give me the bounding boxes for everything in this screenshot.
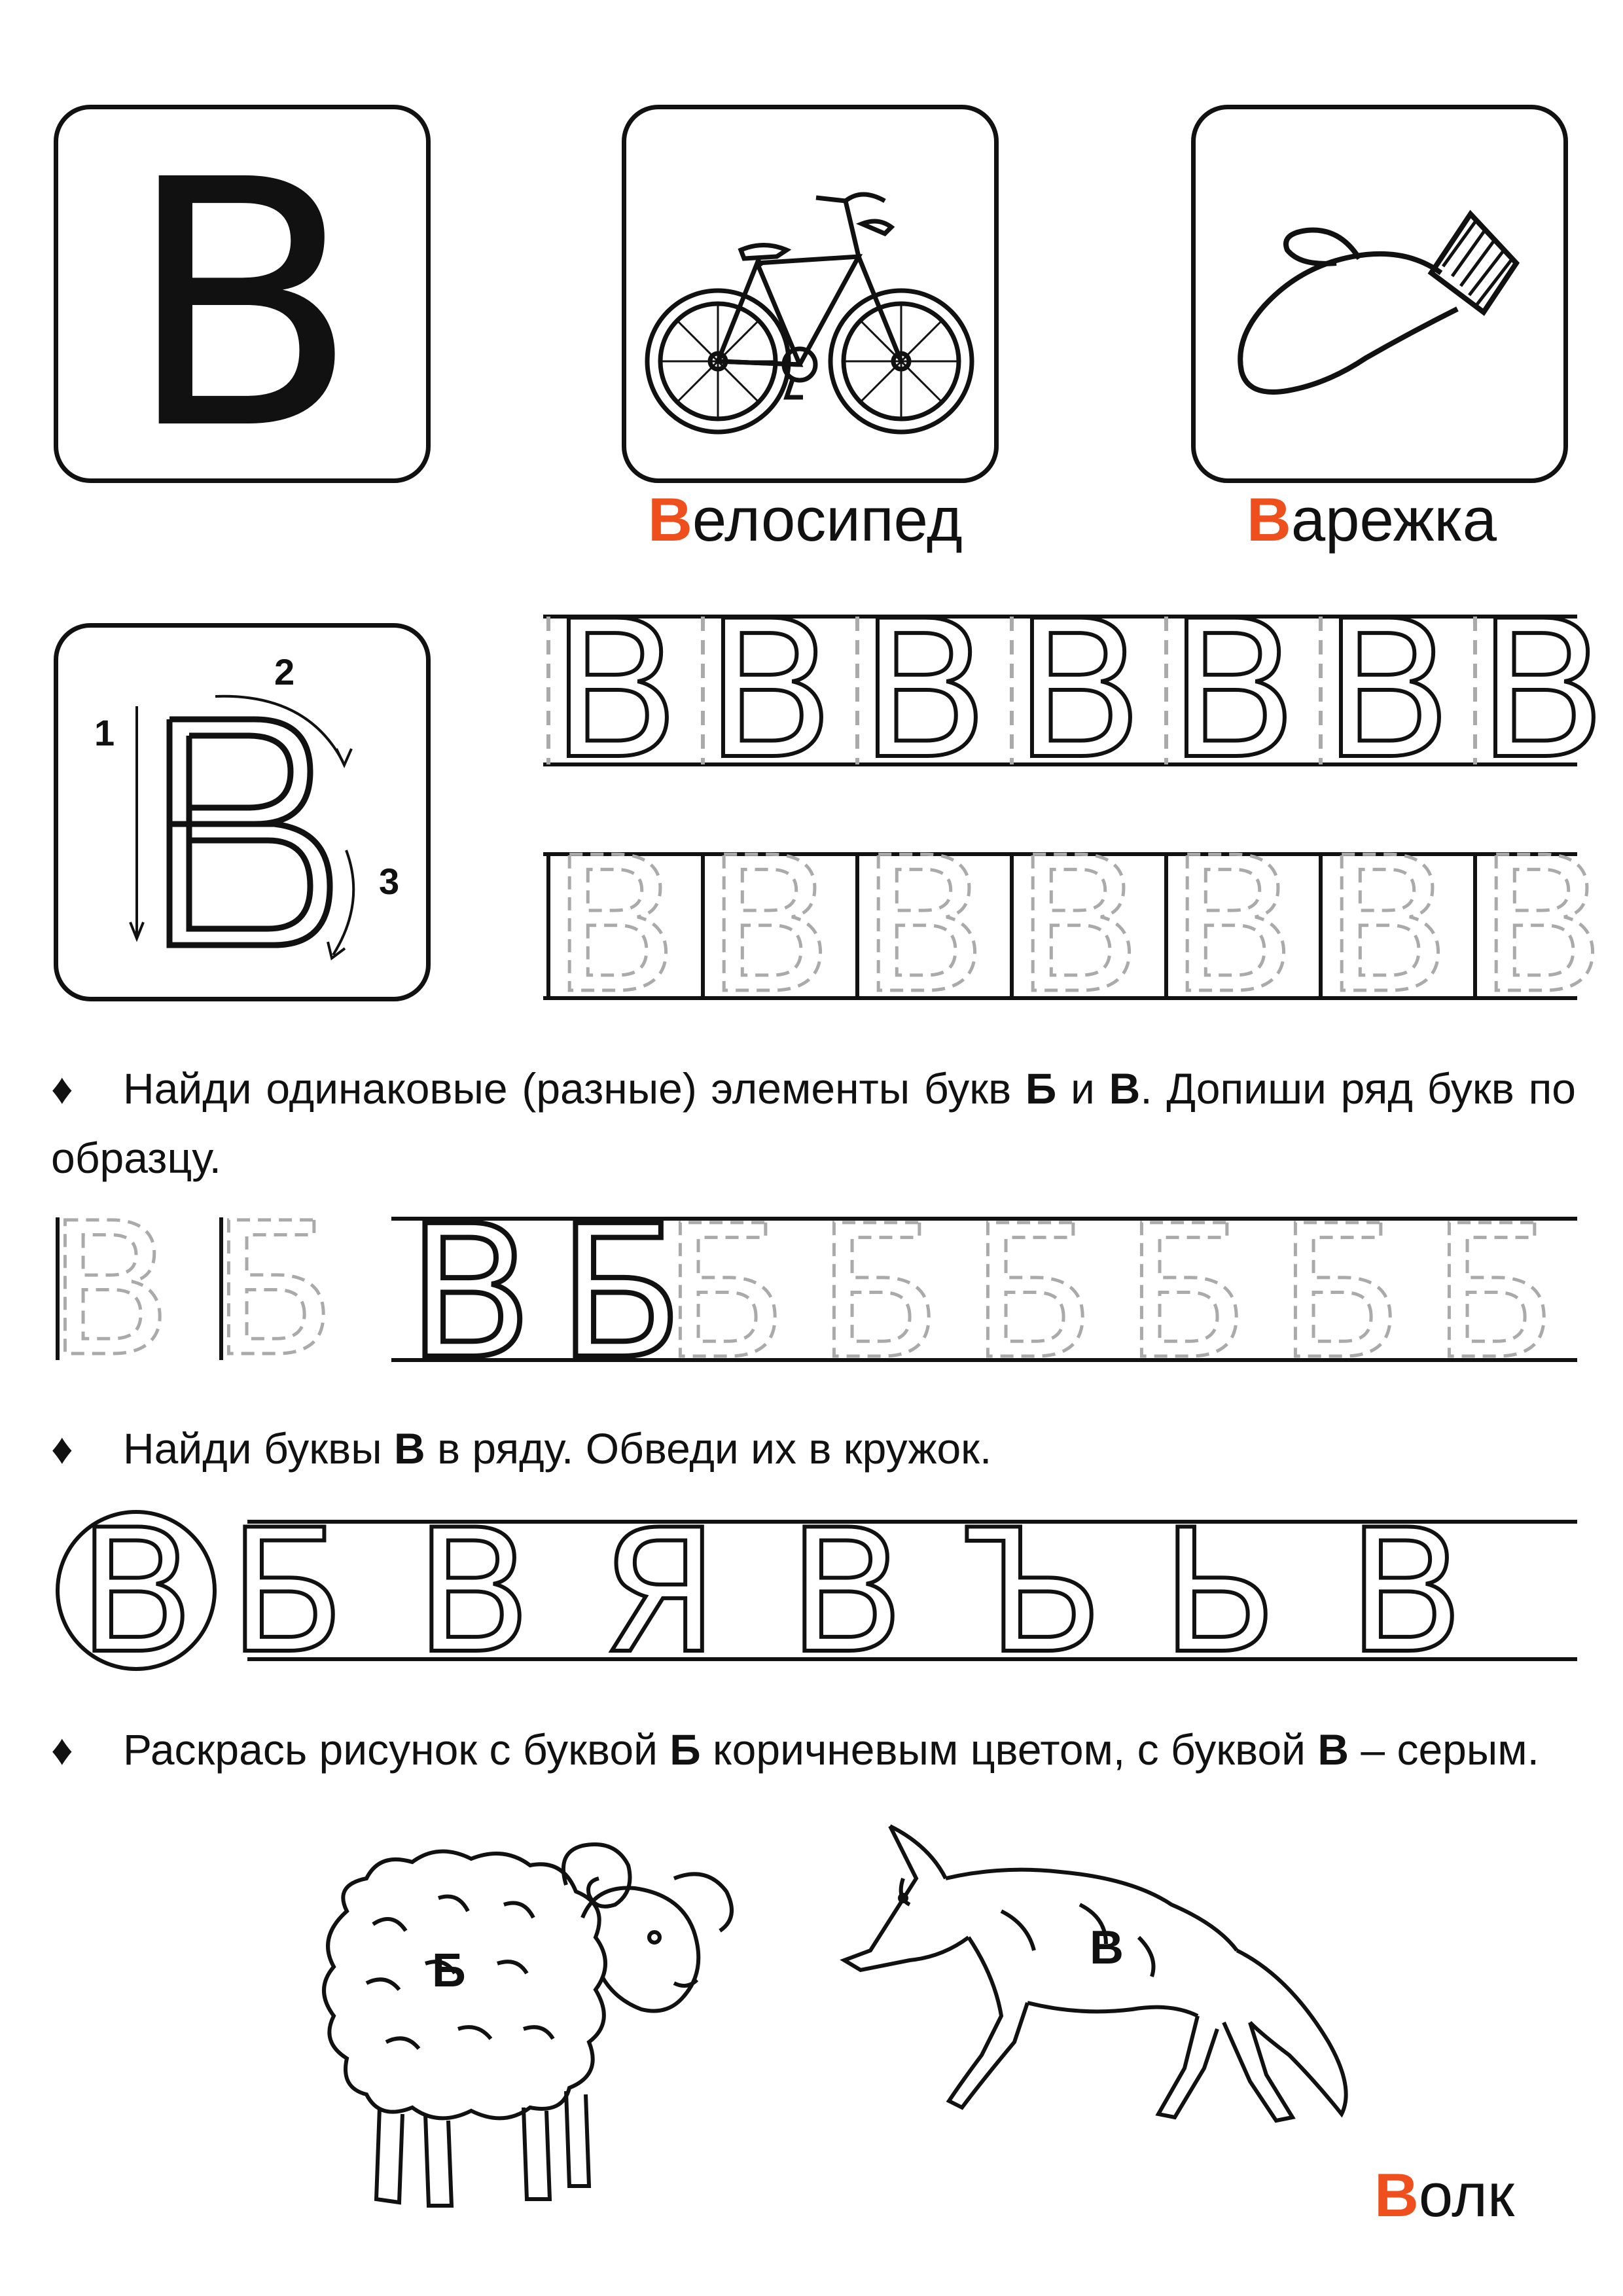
pattern-trace-letter: Б [1431, 1187, 1558, 1400]
find-letter: В [787, 1494, 905, 1691]
trace-letter-dashed: В [1169, 817, 1297, 1035]
find-letter: В [414, 1494, 532, 1691]
find-letter: В [77, 1494, 195, 1691]
mitten-icon [1196, 109, 1573, 488]
ram-icon [308, 1833, 779, 2238]
wolf-icon [831, 1806, 1420, 2160]
pattern-trace-letter: Б [1123, 1187, 1250, 1400]
trace-letter-solid: В [859, 581, 990, 801]
pattern-trace-letter: Б [662, 1187, 789, 1400]
trace-letter-solid: В [1013, 581, 1144, 801]
pattern-sample-letter: Б [557, 1187, 684, 1400]
stroke-order-letter [58, 628, 435, 1006]
bicycle-icon [626, 109, 1003, 488]
trace-letter-solid: В [1476, 581, 1607, 801]
pattern-trace-letter: Б [1277, 1187, 1404, 1400]
find-letter: Я [600, 1494, 719, 1691]
find-row [51, 1494, 1577, 1691]
letter-card [54, 105, 431, 504]
pattern-trace-letter: Б [815, 1187, 942, 1400]
stroke-step-1: 1 [94, 712, 115, 753]
trace-row-2 [543, 817, 1606, 1035]
wolf-letter: В [1090, 1922, 1124, 1974]
bicycle-card [622, 105, 999, 483]
mitten-card [1191, 105, 1568, 483]
trace-letter-solid: В [1322, 581, 1453, 801]
stroke-order-card [54, 623, 431, 1001]
pattern-trace-letter: Б [969, 1187, 1096, 1400]
trace-letter-solid: В [550, 581, 681, 801]
stroke-step-3: 3 [379, 861, 400, 902]
caption-bicycle: Велосипед [648, 485, 963, 554]
trace-letter-dashed: В [1323, 817, 1452, 1035]
pattern-dashed-letter: Б [210, 1184, 337, 1397]
find-letter: Б [228, 1494, 346, 1691]
trace-letter-solid: В [1168, 581, 1298, 801]
trace-letter-dashed: В [1478, 817, 1606, 1035]
task-1-instruction: ♦ Найди одинаковые (разные) элементы букв Б и В. Допиши ряд букв по образцу. [51, 1064, 1577, 1182]
big-letter: В [125, 107, 359, 504]
trace-row-1 [543, 581, 1607, 801]
find-letter: Ь [1160, 1494, 1278, 1691]
stroke-step-2: 2 [274, 651, 295, 692]
pattern-dashed-letter: В [46, 1184, 173, 1397]
ram-letter: Б [432, 1945, 466, 1997]
find-letter: В [1347, 1494, 1465, 1691]
caption-wolf: Волк [1374, 2161, 1515, 2229]
pattern-row [46, 1184, 1577, 1400]
trace-letter-solid: В [704, 581, 835, 801]
find-letter: Ъ [961, 1494, 1104, 1691]
trace-letter-dashed: В [551, 817, 679, 1035]
task-3-instruction: ♦ Раскрась рисунок с буквой Б коричневым цветом, с буквой В – серым. [51, 1725, 1540, 1774]
pattern-sample-letter: В [406, 1187, 533, 1400]
trace-letter-dashed: В [705, 817, 834, 1035]
task-2-instruction: ♦ Найди буквы В в ряду. Обведи их в кружок. [51, 1424, 992, 1473]
caption-mitten: Варежка [1247, 485, 1497, 554]
trace-letter-dashed: В [1014, 817, 1143, 1035]
trace-letter-dashed: В [860, 817, 988, 1035]
